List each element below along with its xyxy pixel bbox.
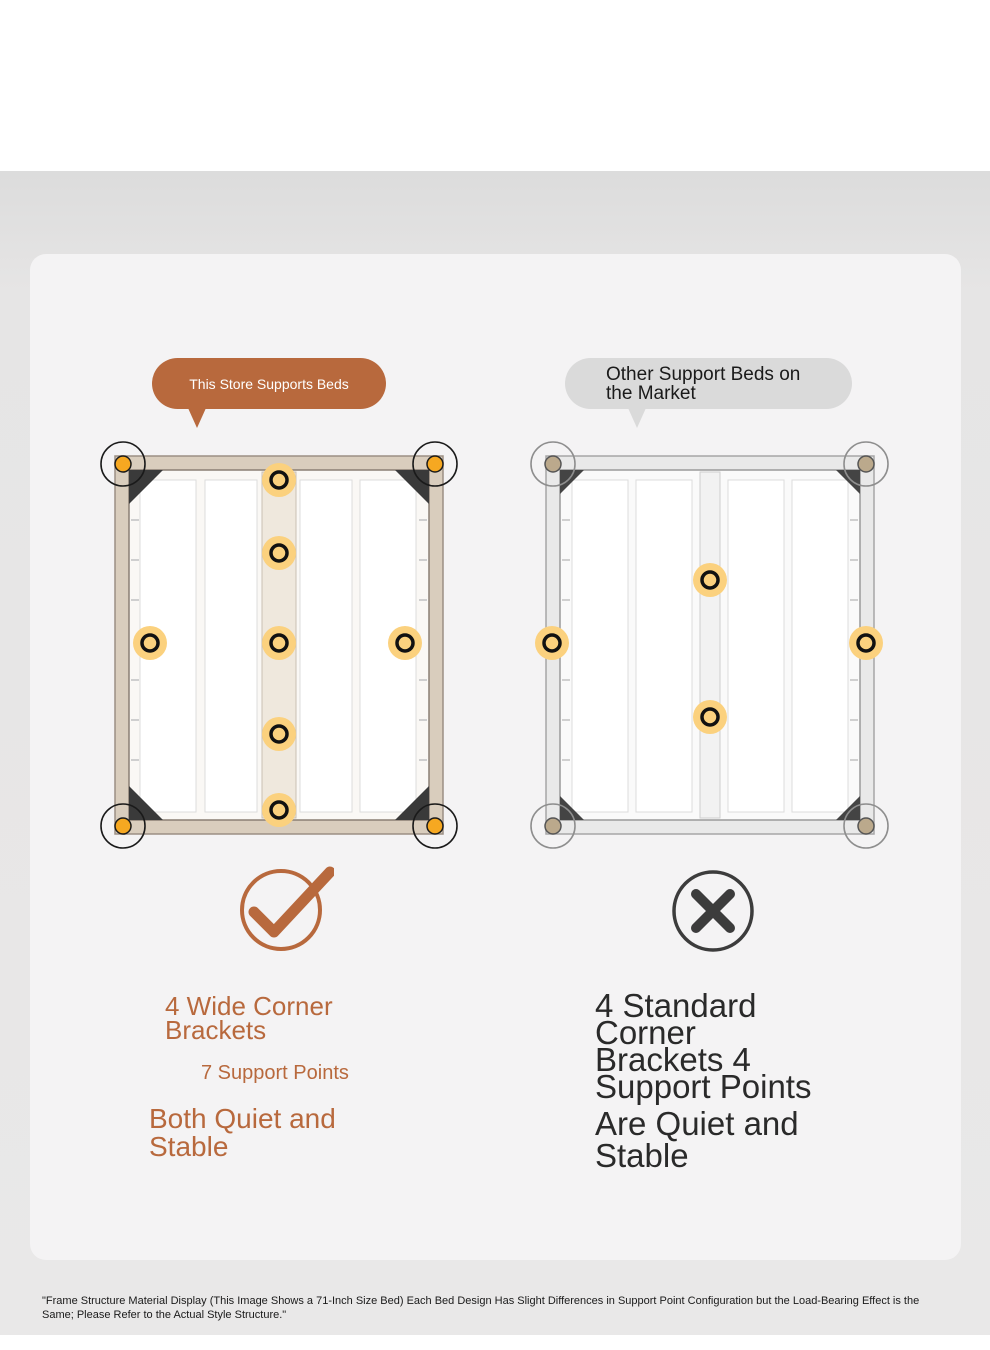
support-point-4 [262,717,296,751]
support-point-7 [388,626,422,660]
standard-brackets-heading: 4 Standard Corner Brackets 4 Support Points [595,987,812,1105]
other-bed-frame-diagram [528,440,892,852]
support-point-4 [849,626,883,660]
cross-icon [670,868,756,954]
support-point-2 [693,700,727,734]
this-store-bubble [152,358,386,409]
support-point-1 [693,563,727,597]
wide-corner-brackets-heading: 4 Wide Corner Brackets [165,991,333,1045]
quiet-stable-heading: Both Quiet and Stable [149,1103,336,1162]
support-point-5 [262,793,296,827]
footnote: "Frame Structure Material Display (This Image Shows a 71-Inch Size Bed) Each Bed Design Has Slight Differences in Support Point Configuration but the Load-Bearing Effect is the Same; Please Refer to the Actual Style Structure." [42,1295,920,1321]
store-bed-frame-diagram [98,440,460,852]
other-beds-label: Other Support Beds on the Market [606,363,801,404]
seven-support-points-heading: 7 Support Points [201,1062,349,1084]
other-beds-bubble [565,358,852,409]
this-store-bubble-tail [188,408,206,428]
support-point-3 [535,626,569,660]
quiet-stable-other-heading: Are Quiet and Stable [595,1105,799,1174]
support-point-1 [262,463,296,497]
support-point-6 [133,626,167,660]
other-beds-bubble-tail [628,408,646,428]
check-icon [238,866,334,954]
support-point-3 [262,626,296,660]
this-store-label: This Store Supports Beds [189,375,349,392]
support-point-2 [262,536,296,570]
